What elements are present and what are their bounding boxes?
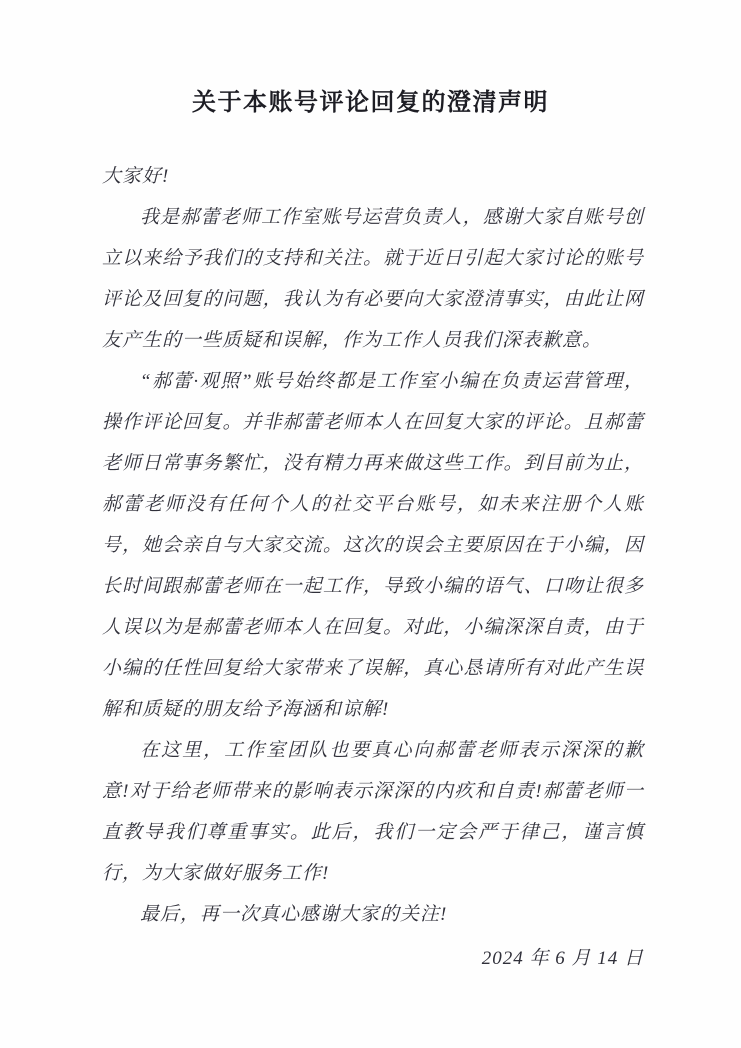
paragraph-apology: 在这里，工作室团队也要真心向郝蕾老师表示深深的歉意!对于给老师带来的影响表示深深的内疚和自责!郝蕾老师一直教导我们尊重事实。此后，我们一定会严于律己，谨言慎行，为大家做好服务工作!: [102, 740, 644, 884]
document-title: 关于本账号评论回复的澄清声明: [192, 90, 549, 116]
document-body: [0, 156, 741, 979]
paragraph-explanation: “郝蕾·观照”账号始终都是工作室小编在负责运营管理，操作评论回复。并非郝蕾老师本人在回复大家的评论。且郝蕾老师日常事务繁忙，没有精力再来做这些工作。到目前为止，郝蕾老师没有任何个人的社交平台账号，如未来注册个人账号，她会亲自与大家交流。这次的误会主要原因在于小编，因长时间跟郝蕾老师在一起工作，导致小编的语气、口吻让很多人误以为是郝蕾老师本人在回复。对此，小编深深自责，由于小编的任性回复给大家带来了误解，真心恳请所有对此产生误解和质疑的朋友给予海涵和谅解!: [102, 371, 644, 720]
paragraph-intro: 我是郝蕾老师工作室账号运营负责人，感谢大家自账号创立以来给予我们的支持和关注。就于近日引起大家讨论的账号评论及回复的问题，我认为有必要向大家澄清事实，由此让网友产生的一些质疑和误解，作为工作人员我们深表歉意。: [102, 207, 644, 351]
greeting-line: 大家好!: [102, 166, 170, 187]
paragraph-closing: 最后，再一次真心感谢大家的关注!: [140, 904, 448, 925]
document-date: 2024 年 6 月 14 日: [481, 948, 644, 969]
